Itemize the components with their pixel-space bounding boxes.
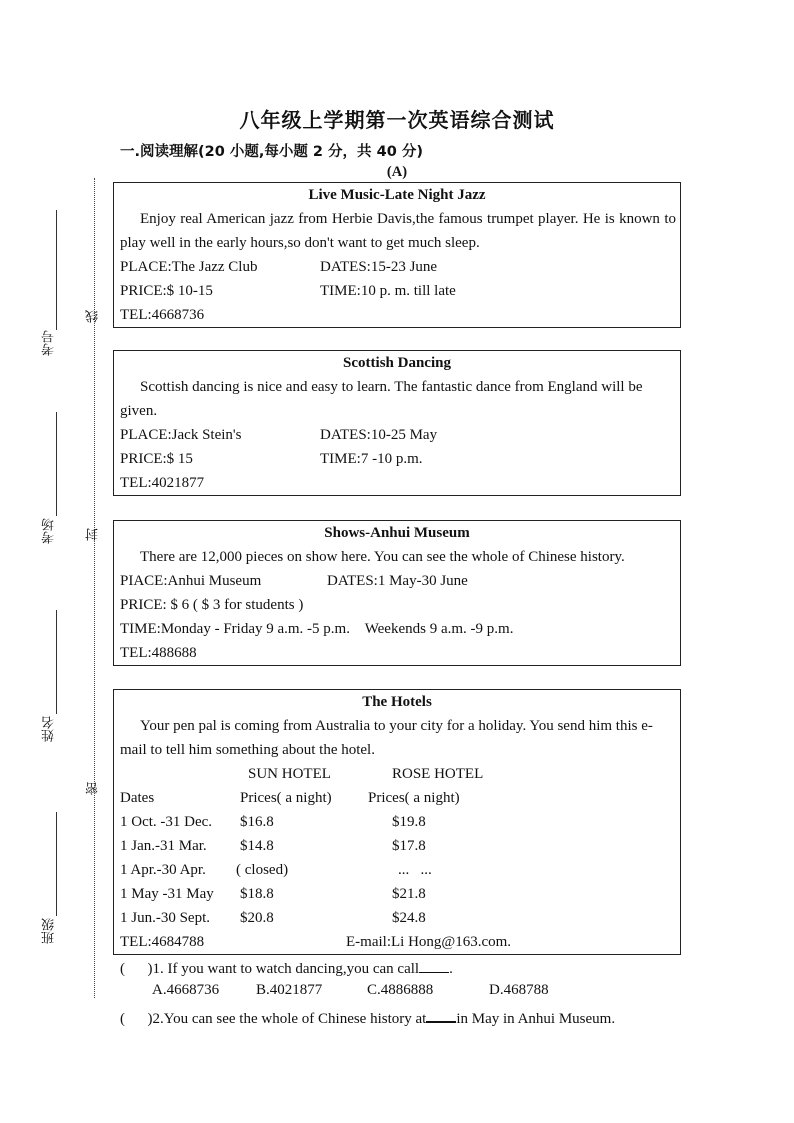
place-text: PLACE:The Jazz Club <box>120 259 258 275</box>
ad-description: Enjoy real American jazz from Herbie Davis,the famous trumpet player. He is known to play well in the early hours,so don't want to get much sleep. <box>120 211 676 251</box>
table-cell-dates: 1 Jan.-31 Mar. <box>120 838 207 854</box>
ad-box-museum <box>113 520 681 666</box>
dates-text: DATES:10-25 May <box>320 427 438 443</box>
table-cell-sun: $16.8 <box>240 814 274 830</box>
ad-title: Shows-Anhui Museum <box>324 525 470 541</box>
table-cell-dates: 1 Jun.-30 Sept. <box>120 910 210 926</box>
margin-label-class: 班级 <box>42 918 57 944</box>
table-row <box>114 906 680 930</box>
table-header-row <box>114 786 680 810</box>
ad-box-hotels <box>113 689 681 955</box>
info-row <box>114 255 680 279</box>
ad-title: Live Music-Late Night Jazz <box>308 187 486 203</box>
table-cell-rose: ... ... <box>398 862 432 878</box>
dates-text: DATES:1 May-30 June <box>327 573 468 589</box>
question-1-text: ( )1. If you want to watch dancing,you can call <box>120 961 420 977</box>
table-cell-rose: $24.8 <box>392 910 426 926</box>
table-cell-rose: $21.8 <box>392 886 426 902</box>
question-2-text: ( )2.You can see the whole of Chinese history at <box>120 1011 427 1027</box>
option-b: B.4021877 <box>256 982 323 998</box>
time-text: TIME:10 p. m. till late <box>320 283 456 299</box>
ad-box-jazz <box>113 182 681 328</box>
seal-dotted-line <box>94 178 95 998</box>
place-text: PIACE:Anhui Museum <box>120 573 262 589</box>
margin-fill-line <box>56 812 57 916</box>
margin-label-name: 姓名 <box>42 716 57 742</box>
email-text: E-mail:Li Hong@163.com. <box>346 934 512 950</box>
hotel-name-sun: SUN HOTEL <box>248 766 331 782</box>
table-cell-dates: 1 Apr.-30 Apr. <box>120 862 206 878</box>
option-d: D.468788 <box>489 982 549 998</box>
answer-blank[interactable] <box>419 958 449 973</box>
margin-fill-line <box>56 412 57 516</box>
question-2-end: in May in Anhui Museum. <box>456 1011 616 1027</box>
tel-text: TEL:4021877 <box>120 475 205 491</box>
section-heading: 一.阅读理解(20 小题,每小题 2 分，共 40 分) <box>120 144 423 160</box>
table-cell-sun: $20.8 <box>240 910 274 926</box>
info-row <box>114 423 680 447</box>
table-cell-dates: 1 May -31 May <box>120 886 214 902</box>
time-text: TIME:Monday - Friday 9 a.m. -5 p.m. Weekends 9 a.m. -9 p.m. <box>120 621 514 637</box>
price-text: PRICE:$ 15 <box>120 451 193 467</box>
seal-char-xian: 线 <box>86 310 101 323</box>
price-text: PRICE: $ 6 ( $ 3 for students ) <box>120 597 304 613</box>
table-cell-rose: $17.8 <box>392 838 426 854</box>
tel-text: TEL:4684788 <box>120 934 205 950</box>
table-row <box>114 810 680 834</box>
margin-label-exam-number: 考号 <box>42 330 57 356</box>
seal-char-feng: 封 <box>86 528 101 541</box>
tel-text: TEL:488688 <box>120 645 197 661</box>
option-a: A.4668736 <box>152 982 220 998</box>
info-row <box>114 569 680 593</box>
time-text: TIME:7 -10 p.m. <box>320 451 423 467</box>
table-cell-rose: $19.8 <box>392 814 426 830</box>
column-header-dates: Dates <box>120 790 155 806</box>
margin-fill-line <box>56 610 57 714</box>
table-row <box>114 858 680 882</box>
page-title: 八年级上学期第一次英语综合测试 <box>239 108 555 132</box>
table-cell-sun: ( closed) <box>236 862 289 878</box>
ad-title: Scottish Dancing <box>343 355 451 371</box>
tel-text: TEL:4668736 <box>120 307 205 323</box>
hotel-name-rose: ROSE HOTEL <box>392 766 484 782</box>
answer-blank[interactable] <box>426 1007 456 1023</box>
table-row <box>114 834 680 858</box>
question-2 <box>120 1007 615 1028</box>
info-row <box>114 279 680 303</box>
question-1 <box>120 958 453 978</box>
part-label: (A) <box>386 164 408 180</box>
table-cell-sun: $14.8 <box>240 838 274 854</box>
margin-label-exam-room: 考场 <box>42 518 57 544</box>
ad-description: Scottish dancing is nice and easy to learn. The fantastic dance from England will be given. <box>120 379 643 419</box>
place-text: PLACE:Jack Stein's <box>120 427 242 443</box>
dates-text: DATES:15-23 June <box>320 259 438 275</box>
table-cell-dates: 1 Oct. -31 Dec. <box>120 814 213 830</box>
ad-description: There are 12,000 pieces on show here. You can see the whole of Chinese history. <box>140 549 625 565</box>
price-text: PRICE:$ 10-15 <box>120 283 213 299</box>
margin-fill-line <box>56 210 57 330</box>
hotel-header-row <box>114 762 680 786</box>
info-row <box>114 447 680 471</box>
column-header-sun-prices: Prices( a night) <box>240 790 332 806</box>
option-c: C.4886888 <box>367 982 434 998</box>
ad-description: Your pen pal is coming from Australia to your city for a holiday. You send him this e-mail to tell him something about the hotel. <box>120 718 653 758</box>
ad-box-scottish <box>113 350 681 496</box>
question-1-end: . <box>449 961 453 977</box>
seal-char-mi: 密 <box>86 782 101 795</box>
column-header-rose-prices: Prices( a night) <box>368 790 460 806</box>
contact-row <box>114 930 680 954</box>
table-row <box>114 882 680 906</box>
ad-title: The Hotels <box>362 694 432 710</box>
table-cell-sun: $18.8 <box>240 886 274 902</box>
